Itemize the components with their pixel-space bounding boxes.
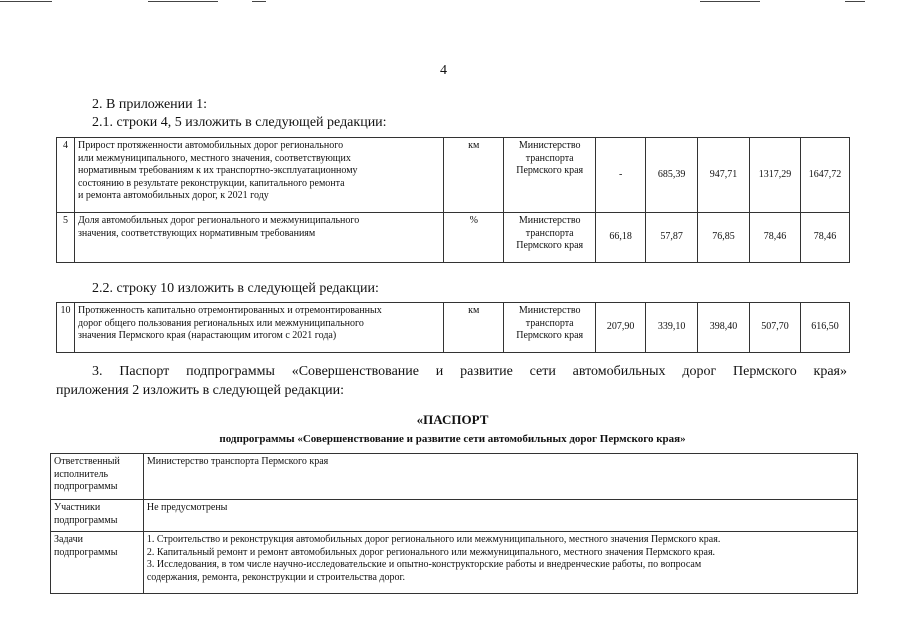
- section-3-heading-cont: приложения 2 изложить в следующей редакции:: [56, 383, 345, 398]
- value-cell: 1317,29: [750, 138, 801, 213]
- section-2-2-heading: 2.2. строку 10 изложить в следующей редакции:: [92, 281, 379, 296]
- unit: км: [444, 303, 504, 353]
- value-cell: 76,85: [698, 213, 750, 263]
- value-cell: 1647,72: [800, 138, 849, 213]
- scan-edge-marks: [0, 0, 905, 4]
- table-row: [57, 303, 850, 353]
- value-cell: 207,90: [596, 303, 646, 353]
- indicator-name: Протяженность капитально отремонтированных и отремонтированных дорог общего пользования региональных или межмуниципального значения Пермского края (нарастающим итогом с 2021 года): [74, 303, 443, 353]
- value-cell: 398,40: [698, 303, 750, 353]
- table-row: [57, 138, 850, 213]
- value-cell: 507,70: [750, 303, 801, 353]
- indicator-name: Доля автомобильных дорог регионального и межмуниципального значения, соответствующих нормативным требованиям: [74, 213, 443, 263]
- table-row: [51, 500, 858, 532]
- passport-subtitle: подпрограммы «Совершенствование и развитие сети автомобильных дорог Пермского края»: [219, 433, 686, 445]
- table-row: [57, 213, 850, 263]
- passport-title: «ПАСПОРТ: [416, 412, 489, 427]
- executor: Министерство транспорта Пермского края: [504, 138, 596, 213]
- passport-value: 1. Строительство и реконструкция автомобильных дорог регионального или межмуниципального, местного значения Пермского края. 2. Капитальный ремонт и ремонт автомобильных дорог регионального или межмуниципального, местного значения Пермского края. 3. Исследования, в том числе научно-исследовательские и опытно-конструкторские работы и внедренческие работы, по вопросам содержания, ремонта, реконструкции и строительства дорог.: [143, 532, 857, 594]
- value-cell: 947,71: [698, 138, 750, 213]
- indicators-table-rows-4-5: [56, 137, 850, 263]
- page-number: 4: [440, 63, 447, 78]
- value-cell: 57,87: [646, 213, 698, 263]
- executor: Министерство транспорта Пермского края: [504, 213, 596, 263]
- passport-table: [50, 453, 858, 594]
- row-number: 10: [57, 303, 75, 353]
- executor: Министерство транспорта Пермского края: [504, 303, 596, 353]
- table-row: [51, 532, 858, 594]
- value-cell: 66,18: [596, 213, 646, 263]
- passport-label: Задачи подпрограммы: [51, 532, 144, 594]
- indicator-name: Прирост протяженности автомобильных дорог регионального или межмуниципального, местного значения, соответствующих нормативным требованиям к их транспортно-эксплуатационному состоянию в результате реконструкции, капитального ремонта и ремонта автомобильных дорог, к 2021 году: [74, 138, 443, 213]
- passport-value: Министерство транспорта Пермского края: [143, 454, 857, 500]
- section-3-heading: 3. Паспорт подпрограммы «Совершенствование и развитие сети автомобильных дорог Пермского края»: [92, 364, 847, 379]
- passport-label: Ответственный исполнитель подпрограммы: [51, 454, 144, 500]
- value-cell: -: [596, 138, 646, 213]
- value-cell: 339,10: [646, 303, 698, 353]
- passport-label: Участники подпрограммы: [51, 500, 144, 532]
- passport-value: Не предусмотрены: [143, 500, 857, 532]
- unit: км: [444, 138, 504, 213]
- value-cell: 685,39: [646, 138, 698, 213]
- section-2-1-heading: 2.1. строки 4, 5 изложить в следующей редакции:: [92, 115, 387, 130]
- row-number: 4: [57, 138, 75, 213]
- value-cell: 616,50: [800, 303, 849, 353]
- unit: %: [444, 213, 504, 263]
- table-row: [51, 454, 858, 500]
- appendix1-heading: 2. В приложении 1:: [92, 97, 208, 112]
- indicators-table-row-10: [56, 302, 850, 353]
- row-number: 5: [57, 213, 75, 263]
- value-cell: 78,46: [800, 213, 849, 263]
- value-cell: 78,46: [750, 213, 801, 263]
